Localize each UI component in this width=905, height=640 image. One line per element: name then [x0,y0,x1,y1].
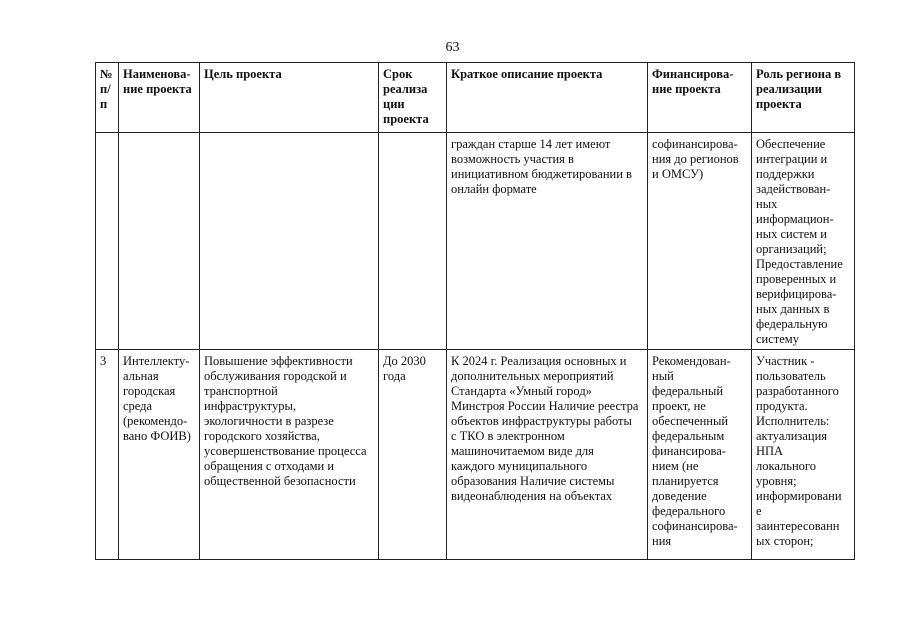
header-project-term-text: Срок реализа ции проекта [383,67,429,126]
cell-region-role-text: Участник - пользователь разработанного продукта. Исполнитель: актуализация НПА локального уровня; информировани е заинтересованн ых сторон; [756,354,842,548]
header-project-name [119,63,200,133]
cell-number [96,350,119,560]
cell-project-term [379,350,447,560]
table-row [96,350,855,560]
header-number-text: № п/ п [100,67,113,111]
cell-project-description-text: К 2024 г. Реализация основных и дополнительных мероприятий Стандарта «Умный город» Минстроя России Наличие реестра объектов инфраструктуры работы с ТКО в электронном машиночитаемом виде для каждого муниципального образования Наличие системы видеонаблюдения на объектах [451,354,639,503]
page-number: 63 [445,40,460,55]
cell-project-description-text: граждан старше 14 лет имеют возможность участия в инициативном бюджетировании в онлайн формате [451,137,632,196]
cell-project-goal [200,350,379,560]
header-project-term [379,63,447,133]
cell-project-description [447,133,648,350]
cell-project-term-text: До 2030 года [383,354,426,383]
cell-number-text: 3 [100,354,107,368]
cell-region-role [752,133,855,350]
cell-project-name-text: Интеллекту- альная городская среда (рекомендо- вано ФОИВ) [123,354,191,443]
cell-project-financing-text: Рекомендован- ный федеральный проект, не обеспеченный федеральным финансирова- нием (не планируется доведение федерального софинансирова- ния [652,354,738,548]
header-region-role [752,63,855,133]
header-project-description-text: Краткое описание проекта [451,67,603,81]
cell-number [96,133,119,350]
cell-region-role-text: Обеспечение интеграции и поддержки задействован- ных информацион- ных систем и организаций; Предоставление проверенных и верифицирова- ных данных в федеральную систему [756,137,843,346]
header-project-financing-text: Финансирова- ние проекта [652,67,734,96]
cell-project-financing [648,133,752,350]
header-project-goal-text: Цель проекта [204,67,282,81]
header-project-description [447,63,648,133]
header-project-goal [200,63,379,133]
cell-project-name [119,133,200,350]
header-project-financing [648,63,752,133]
header-region-role-text: Роль региона в реализации проекта [756,67,842,111]
header-project-name-text: Наименова- ние проекта [123,67,192,96]
cell-project-goal [200,133,379,350]
cell-project-description [447,350,648,560]
cell-project-name [119,350,200,560]
cell-project-term [379,133,447,350]
cell-project-financing-text: софинансирова- ния до регионов и ОМСУ) [652,137,739,181]
cell-project-financing [648,350,752,560]
table-header-row [96,63,855,133]
projects-table [95,62,855,560]
cell-project-goal-text: Повышение эффективности обслуживания городской и транспортной инфраструктуры, экологичности в разрезе городского хозяйства, усовершенствование процесса обращения с отходами и общественной безопасности [204,354,367,488]
header-number [96,63,119,133]
cell-region-role [752,350,855,560]
table-row [96,133,855,350]
